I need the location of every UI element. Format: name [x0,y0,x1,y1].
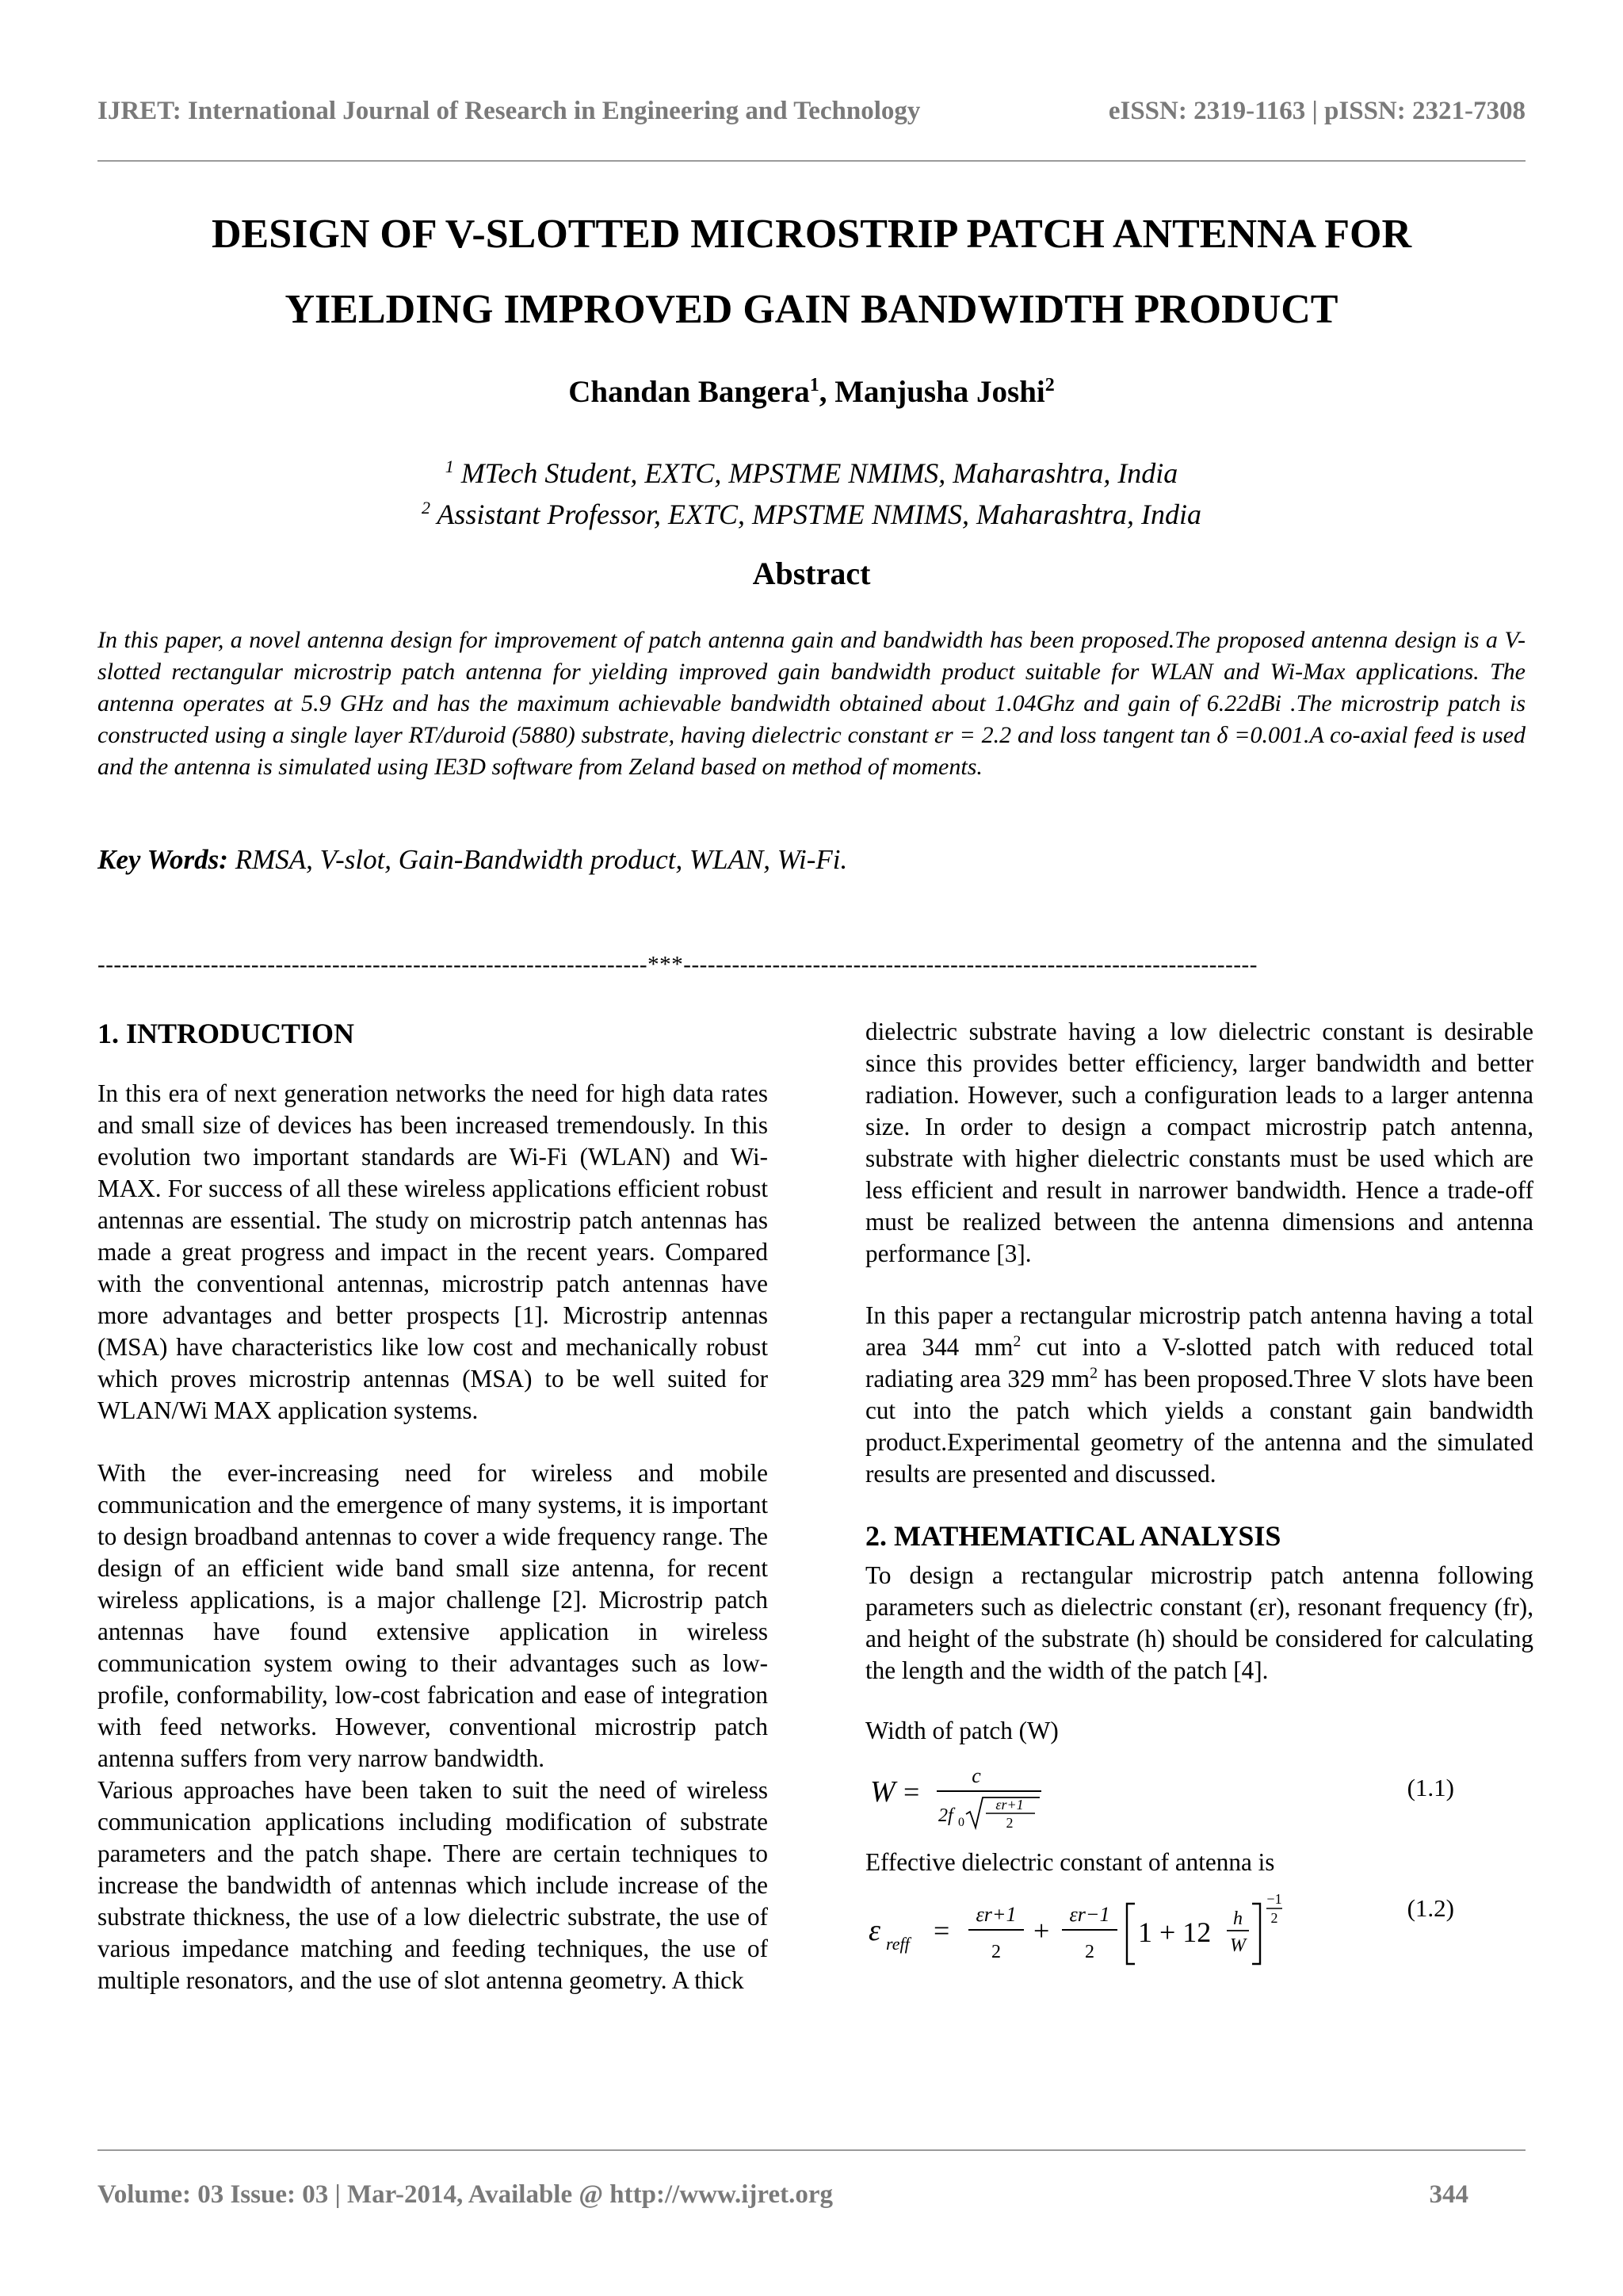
eq2-equals: = [934,1915,950,1946]
header-rule [97,160,1526,162]
eq2-lhs: ε [869,1914,880,1947]
eq2-right-bracket [1252,1904,1260,1964]
right-paragraph-1: dielectric substrate having a low dielectric constant is desirable since this provides better efficiency, larger bandwidth and better radiation. However, such a configuration leads to a larger antenna size. In order to design a compact microstrip patch antenna, substrate with higher dielectric constants must be used which are less efficient and result in narrower bandwidth. Hence a trade-off must be realized between the antenna dimensions and antenna performance [3]. [865,1018,1533,1267]
equation-1-2-formula [865,1886,1341,1973]
keywords-label: Key Words: [97,844,228,875]
eq2-h: h [1233,1908,1243,1929]
eq2-frac2-num: εr−1 [1069,1903,1110,1926]
footer-volume: Volume: 03 Issue: 03 | Mar-2014, Available @ http://www.ijret.org [97,2180,833,2209]
math-paragraph: To design a rectangular microstrip patch antenna following parameters such as dielectric constant (εr), resonant frequency (fr), and height of the substrate (h) should be considered for calculating the length and the width of the patch [4]. [865,1561,1533,1684]
eq2-bracket-text: 1 + 12 [1138,1916,1212,1948]
equation-1-1 [865,1756,1533,1832]
author-2: Manjusha Joshi [834,375,1045,409]
right-paragraph-2 [865,1300,1533,1490]
p2-part-b: cut into a V-slotted patch with reduced total radiating area 329 mm [865,1333,1533,1392]
eq1-numerator: c [972,1764,981,1787]
issn-header: eISSN: 2319-1163 | pISSN: 2321-7308 [1108,97,1526,125]
right-column [865,1016,1533,1973]
intro-paragraph-3: Various approaches have been taken to suit the need of wireless communication applications including modification of substrate parameters and the patch shape. There are certain techniques to increase the bandwidth of antennas which include increase of the substrate thickness, the use of a low dielectric substrate, the use of various impedance matching and feeding techniques, the use of multiple resonators, and the use of slot antenna geometry. A thick [97,1776,768,1994]
journal-header: IJRET: International Journal of Research in Engineering and Technology [97,97,921,125]
author-1-sup: 1 [809,375,819,395]
author-1: Chandan Bangera [568,375,810,409]
paper-title [97,197,1526,347]
footer-rule [97,2149,1526,2151]
intro-heading: 1. INTRODUCTION [97,1018,355,1049]
affiliations [97,449,1526,532]
effective-dielectric-label: Effective dielectric constant of antenna is [865,1848,1275,1876]
equation-1-1-formula [865,1756,1048,1832]
left-column [97,1016,768,1996]
affiliation-2-sup: 2 [421,498,430,518]
math-heading: 2. MATHEMATICAL ANALYSIS [865,1520,1281,1552]
affiliation-2-text: Assistant Professor, EXTC, MPSTME NMIMS, Maharashtra, India [437,499,1202,530]
p2-sup-1: 2 [1013,1332,1022,1350]
title-line-2: YIELDING IMPROVED GAIN BANDWIDTH PRODUCT [285,287,1338,332]
eq2-frac2-den: 2 [1085,1942,1094,1962]
eq1-den-sub: 0 [958,1816,964,1829]
affiliation-2 [97,491,1526,532]
p2-sup-2: 2 [1090,1364,1098,1382]
eq2-w: W [1230,1935,1246,1956]
abstract-heading: Abstract [752,556,871,591]
affiliation-1 [97,449,1526,491]
eq2-exp-den: 2 [1270,1910,1278,1926]
author-2-sup: 2 [1044,375,1055,395]
equation-1-2 [865,1886,1533,1973]
authors: Chandan Bangera$^1$, Manjusha Joshi$^2$ [568,375,1055,409]
p2-part-a: In this paper a rectangular microstrip patch antenna having a total area 344 mm [865,1301,1533,1361]
eq2-exp-num: −1 [1266,1891,1282,1907]
keywords [97,844,847,876]
equation-1-2-number: (1.2) [1407,1894,1454,1922]
width-label: Width of patch (W) [865,1717,1059,1744]
affiliation-1-text: MTech Student, EXTC, MPSTME NMIMS, Maharashtra, India [460,457,1178,489]
eq2-lhs-sub: reff [886,1934,910,1954]
eq2-plus: + [1033,1915,1050,1946]
abstract-text: In this paper, a novel antenna design for improvement of patch antenna gain and bandwidth has been proposed.The proposed antenna design is a V-slotted rectangular microstrip patch antenna for yielding improved gain bandwidth product suitable for WLAN and Wi-Max applications. The antenna operates at 5.9 GHz and has the maximum achievable bandwidth obtained about 1.04Ghz and gain of 6.22dBi .The microstrip patch is constructed using a single layer RT/duroid (5880) substrate, having dielectric constant εr = 2.2 and loss tangent tan δ =0.001.A co-axial feed is used and the antenna is simulated using IE3D software from Zeland based on method of moments. [97,627,1526,780]
eq2-frac1-num: εr+1 [976,1903,1017,1926]
eq1-radical-num: εr+1 [995,1797,1024,1813]
affiliation-1-sup: 1 [445,457,454,476]
eq1-lhs: W [870,1775,896,1809]
eq2-left-bracket [1127,1904,1135,1964]
title-line-1: DESIGN OF V-SLOTTED MICROSTRIP PATCH ANTENNA FOR [212,212,1411,257]
section-divider: --------------------------------------------------------------------***----------------------------------------------------------------------- [97,952,1258,977]
eq1-den-coef: 2f [938,1805,953,1826]
keywords-text: RMSA, V-slot, Gain-Bandwidth product, WLAN, Wi-Fi. [235,844,848,875]
page-number: 344 [1429,2180,1468,2209]
eq1-equals: = [903,1776,920,1808]
eq1-radical-den: 2 [1006,1815,1014,1831]
intro-paragraph-2: With the ever-increasing need for wireless and mobile communication and the emergence of many systems, it is important to design broadband antennas to cover a wide frequency range. The design of an efficient wide band small size antenna, for recent wireless applications, is a major challenge [2]. Microstrip patch antennas have found extensive application in wireless communication system owing to their advantages such as low-profile, conformability, low-cost fabrication and ease of integration with feed networks. However, conventional microstrip patch antenna suffers from very narrow bandwidth. [97,1459,768,1772]
equation-1-1-number: (1.1) [1407,1774,1454,1801]
p2-part-c: has been proposed.Three V slots have been cut into the patch which yields a constant gain bandwidth product.Experimental geometry of the antenna and the simulated results are presented and discussed. [865,1365,1533,1488]
intro-paragraph-1: In this era of next generation networks the need for high data rates and small size of devices has been increased tremendously. In this evolution two important standards are Wi-Fi (WLAN) and Wi-MAX. For success of all these wireless applications efficient robust antennas are essential. The study on microstrip patch antennas has made a great progress and impact in the recent years. Compared with the conventional antennas, microstrip patch antennas have more advantages and better prospects [1]. Microstrip antennas (MSA) have characteristics like low cost and mechanically robust which proves microstrip antennas (MSA) to be well suited for WLAN/Wi MAX application systems. [97,1079,768,1424]
eq2-frac1-den: 2 [991,1942,1001,1962]
